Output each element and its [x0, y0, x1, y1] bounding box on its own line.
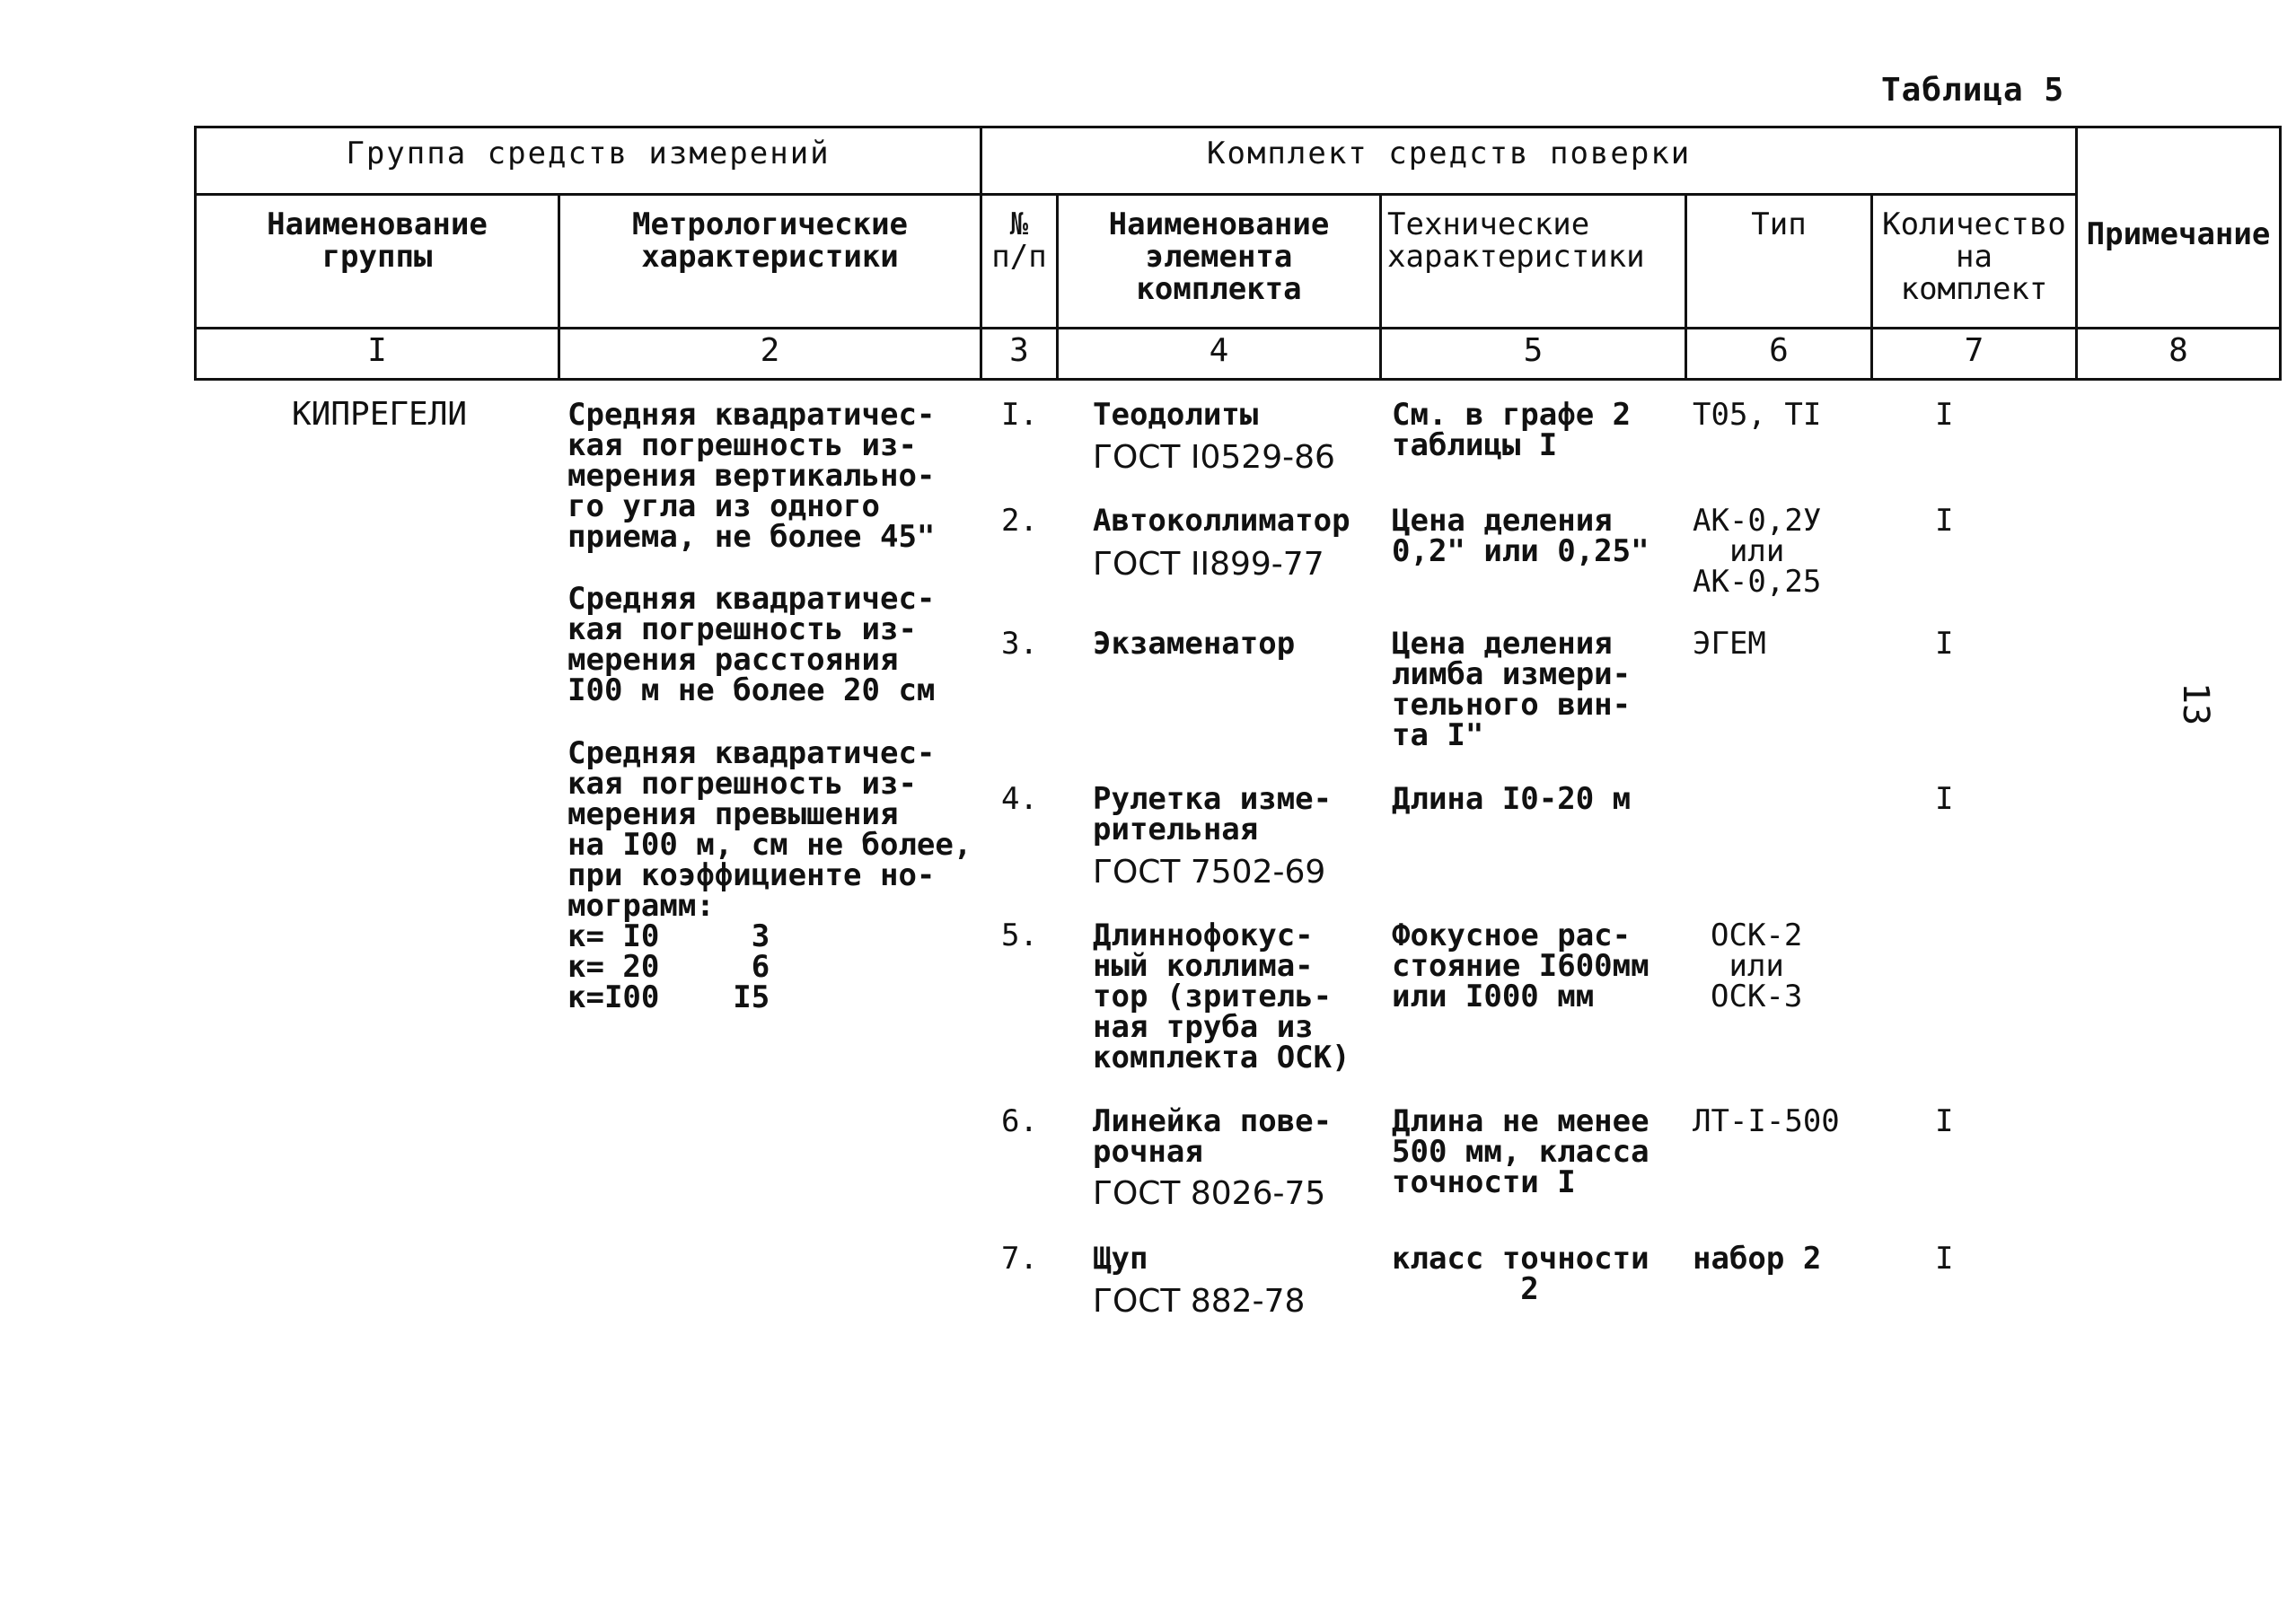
metrology-item: Средняя квадратичес- кая погрешность из- мерения вертикально- го угла из одного приема, не более 45" [567, 397, 936, 555]
metrology-item: Средняя квадратичес- кая погрешность из- мерения расстояния I00 м не более 20 см [567, 581, 936, 708]
col-group-name-header: Наименование группы [196, 194, 559, 328]
row-gost: ГОСТ II899-77 [1093, 546, 1324, 583]
row-tech: Длина не менее 500 мм, класса точности I [1392, 1103, 1649, 1200]
col-number-2: 2 [559, 329, 981, 380]
col-number-6: 6 [1686, 329, 1872, 380]
col-number-4: 4 [1058, 329, 1381, 380]
row-gost: ГОСТ 8026-75 [1093, 1175, 1326, 1212]
row-tech: Цена деления 0,2" или 0,25" [1392, 503, 1649, 569]
row-type: АК-0,2У или АК-0,25 [1693, 503, 1822, 600]
row-element-name: Длиннофокус- ный коллима- тор (зритель- ная труба из комплекта ОСК) [1093, 918, 1350, 1076]
row-number: 5. [1001, 918, 1038, 953]
row-gost: ГОСТ 7502-69 [1093, 854, 1326, 891]
row-qty: I [1935, 503, 1954, 539]
row-element-name: Рулетка изме- рительная [1093, 781, 1333, 847]
row-tech: Цена деления лимба измери- тельного вин- та I" [1392, 626, 1632, 753]
row-qty: I [1935, 1103, 1954, 1139]
col-number-8: 8 [2077, 329, 2281, 380]
row-qty: I [1935, 1241, 1954, 1277]
col-number-7: 7 [1872, 329, 2077, 380]
row-gost: ГОСТ 882-78 [1093, 1283, 1306, 1320]
metrology-item: Средняя квадратичес- кая погрешность из- мерения превышения на I00 м, см не более, при коэффициенте но- мограмм: к= I0 3 к= 20 6 к=I00 I5 [567, 735, 972, 1015]
row-qty: I [1935, 781, 1954, 817]
row-type: ОСК-2 или ОСК-3 [1711, 918, 1803, 1014]
table-header [194, 126, 2282, 381]
row-element-name: Щуп [1093, 1241, 1148, 1277]
col-element-name-header: Наименование элемента комплекта [1058, 194, 1381, 328]
row-element-name: Экзаменатор [1093, 626, 1296, 662]
row-number: 2. [1001, 503, 1038, 539]
col-type-header: Тип [1686, 194, 1872, 328]
col-note-header: Примечание [2077, 127, 2281, 329]
row-type: набор 2 [1693, 1241, 1822, 1277]
col-tech-header: Технические характеристики [1381, 194, 1686, 328]
table-label: Таблица 5 [1881, 72, 2065, 109]
col-number-header: № п/п [981, 194, 1058, 328]
page-number: 13 [2175, 682, 2216, 726]
row-tech: Фокусное рас- стояние I600мм или I000 мм [1392, 918, 1649, 1014]
col-number-1: I [196, 329, 559, 380]
row-qty: I [1935, 397, 1954, 433]
row-tech: См. в графе 2 таблицы I [1392, 397, 1632, 463]
row-type: ЭГЕМ [1693, 626, 1766, 662]
row-element-name: Линейка пове- рочная [1093, 1103, 1333, 1170]
row-type: ЛТ-I-500 [1693, 1103, 1840, 1139]
group-measuring-header: Группа средств измерений [196, 127, 981, 195]
row-number: 4. [1001, 781, 1038, 817]
row-number: 7. [1001, 1241, 1038, 1277]
row-tech: класс точности 2 [1392, 1241, 1649, 1307]
col-metrology-header: Метрологические характеристики [559, 194, 981, 328]
row-number: 6. [1001, 1103, 1038, 1139]
row-tech: Длина I0-20 м [1392, 781, 1632, 817]
col-qty-header: Количество на комплект [1872, 194, 2077, 328]
group-verification-header: Комплект средств поверки [981, 127, 2077, 195]
col-number-3: 3 [981, 329, 1058, 380]
row-element-name: Теодолиты [1093, 397, 1259, 433]
col-number-5: 5 [1381, 329, 1686, 380]
row-type: Т05, ТI [1693, 397, 1822, 433]
row-element-name: Автоколлиматор [1093, 503, 1350, 539]
row-number: I. [1001, 397, 1038, 433]
row-gost: ГОСТ I0529-86 [1093, 439, 1335, 476]
group-name: КИПРЕГЕЛИ [292, 396, 468, 433]
row-qty: I [1935, 626, 1954, 662]
row-number: 3. [1001, 626, 1038, 662]
